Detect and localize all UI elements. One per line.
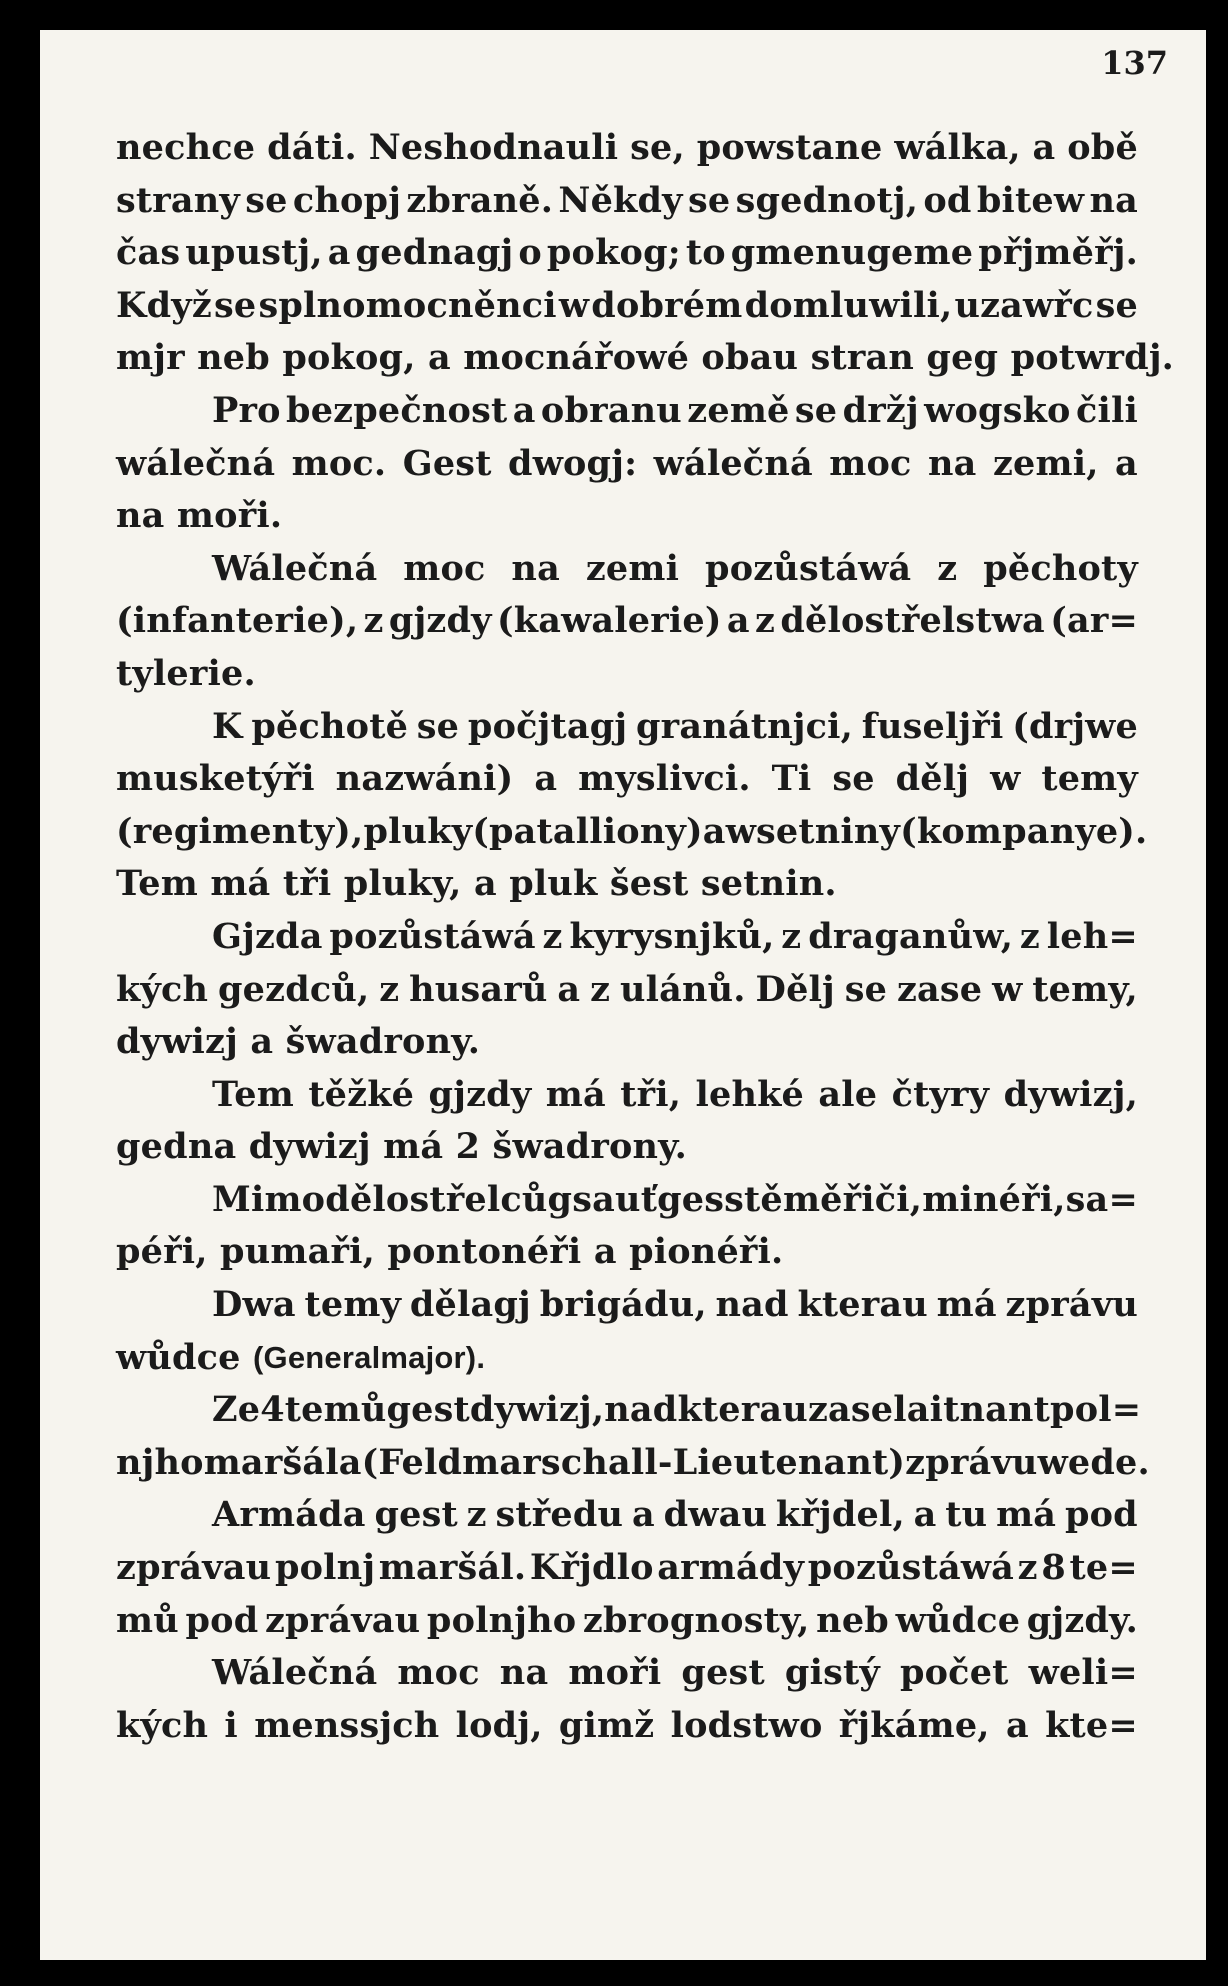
word: wálečná [653, 442, 813, 484]
text-line [116, 1332, 1138, 1385]
word: se [687, 179, 731, 221]
word: gest [681, 1652, 765, 1694]
text-line [116, 122, 1138, 175]
word: Mimo [212, 1178, 326, 1220]
word: ale [818, 1073, 878, 1115]
word: z [363, 600, 384, 642]
word: moc [403, 547, 486, 589]
text-line [116, 1069, 1138, 1122]
word: kte= [1045, 1704, 1138, 1746]
word: uzawřc [954, 284, 1094, 326]
word: (infanterie), [116, 600, 359, 642]
word: nad [604, 1389, 678, 1431]
word: se [1095, 284, 1138, 326]
word: Křjdlo [529, 1547, 654, 1589]
word: z [379, 968, 400, 1010]
text-line [116, 806, 1148, 859]
word: musketýři [116, 758, 315, 800]
word: šest [609, 863, 701, 905]
word: pluk [509, 863, 610, 905]
word: Wálečná [212, 1652, 378, 1694]
word: pontonéři [387, 1231, 594, 1273]
word: w [558, 284, 590, 326]
word: z [781, 915, 802, 957]
word: bitew [976, 179, 1085, 221]
text-line [116, 1542, 1138, 1595]
word: dělj [895, 758, 970, 800]
word: dobrém [591, 284, 743, 326]
word: na [499, 1652, 549, 1694]
word: pod [1064, 1494, 1138, 1536]
word: má [936, 1284, 997, 1326]
word: 8 [1041, 1547, 1066, 1589]
word: lodj, [455, 1704, 543, 1746]
word: a [1032, 127, 1056, 168]
word: šwadrony. [492, 1126, 688, 1168]
word: (kawalerie) [496, 600, 722, 642]
word: pumaři, [220, 1231, 388, 1273]
word: se, [630, 127, 685, 168]
word: kých [116, 968, 209, 1010]
word: Ti [771, 758, 812, 800]
word: menssjch [254, 1704, 440, 1746]
text-line [116, 1647, 1138, 1700]
word: weli= [1028, 1652, 1138, 1694]
text-line [116, 1384, 1142, 1437]
word: a [473, 863, 510, 905]
word: Armáda [212, 1494, 366, 1536]
word: gest [386, 1389, 470, 1431]
word: moc [829, 442, 912, 484]
word: Tem [212, 1073, 294, 1115]
word: obě [1067, 127, 1138, 168]
word: fuseljři [861, 705, 1004, 747]
word: zprávau [264, 1599, 421, 1641]
body-text [116, 122, 1175, 1752]
word: gsau [547, 1178, 641, 1220]
text-line [116, 1437, 1150, 1490]
word: země [687, 389, 790, 431]
text-line [116, 701, 1138, 754]
word: dělostřelců [325, 1178, 548, 1220]
text-line [116, 1700, 1138, 1753]
word: pěchotě [251, 705, 409, 747]
word: polnj [274, 1547, 376, 1589]
word: Pro [212, 389, 281, 431]
text-line [116, 332, 1175, 385]
word: přjměřj. [978, 232, 1138, 274]
word: obranu [540, 389, 682, 431]
word: gjzdy [428, 1073, 532, 1115]
word: se [416, 705, 460, 747]
word: dwogj: [508, 442, 638, 484]
word: dywizj, [1003, 1073, 1138, 1115]
word: temy, [1032, 968, 1138, 1010]
word: myslivci. [578, 758, 751, 800]
word: chopj [292, 179, 402, 221]
word: strany [116, 179, 240, 221]
word: zemi, [992, 442, 1099, 484]
word: wálečná [116, 442, 276, 484]
text-line [116, 1279, 1138, 1332]
word: pionéři. [629, 1231, 784, 1273]
text-line [116, 175, 1138, 228]
word: potwrdj. [1010, 337, 1175, 379]
word: zprávu [1005, 1284, 1138, 1326]
text-line [116, 858, 1138, 911]
word: sgednotj, [735, 179, 919, 221]
word: nad [715, 1284, 789, 1326]
text-line [116, 227, 1138, 280]
word: a [1115, 442, 1138, 484]
word: te= [1069, 1547, 1138, 1589]
word: geg [926, 337, 1011, 379]
word: (Generalmajor). [253, 1339, 486, 1375]
word: dywizj, [469, 1389, 605, 1431]
word: dywizj [248, 1126, 384, 1168]
word: gistý [784, 1652, 880, 1694]
word: 2 [455, 1126, 493, 1168]
word: Dwa [212, 1284, 296, 1326]
word: se [213, 284, 257, 326]
word: w [990, 758, 1021, 800]
word: lehké [695, 1073, 805, 1115]
word: mjr [116, 337, 198, 379]
word: se [245, 179, 288, 221]
page-number: 137 [1101, 44, 1168, 82]
word: a [726, 600, 750, 642]
word: wede. [1037, 1441, 1150, 1483]
word: dáti. [267, 127, 357, 168]
word: powstane [696, 127, 883, 168]
word: stran [810, 337, 927, 379]
word: pokog; [546, 232, 681, 274]
word: tři, [620, 1073, 682, 1115]
word: dělostřelstwa [780, 600, 1045, 642]
word: neb [816, 1599, 889, 1641]
book-page [40, 30, 1206, 1960]
word: na [928, 442, 977, 484]
word: kyrysnjků, [569, 915, 775, 957]
word: mocnářowé [463, 337, 702, 379]
word: gednagj [355, 232, 514, 274]
word: granátnjci, [636, 705, 853, 747]
word: leh= [1046, 915, 1138, 957]
word: zprávau [116, 1547, 272, 1589]
word: má [545, 1073, 606, 1115]
word: zase [807, 1389, 894, 1431]
word: má [996, 1494, 1057, 1536]
word: z [466, 1494, 487, 1536]
word: armády [657, 1547, 805, 1589]
word: počet [899, 1652, 1009, 1694]
text-line [116, 1226, 1138, 1279]
word: a [593, 1231, 630, 1273]
word: w [725, 810, 757, 852]
word: zase [896, 968, 983, 1010]
word: pozůstáwá [705, 547, 912, 589]
word: pluky, [343, 863, 474, 905]
word: dělagj [409, 1284, 531, 1326]
word: bezpečnost [286, 389, 508, 431]
text-line [116, 911, 1138, 964]
word: wálka, [894, 127, 1021, 168]
word: 4 [260, 1389, 285, 1431]
word: nazwáni) [335, 758, 514, 800]
word: polnjho [426, 1599, 577, 1641]
word: tylerie. [116, 652, 256, 694]
word: Neshodnauli [368, 127, 619, 168]
word: řjkáme, [838, 1704, 990, 1746]
word: zemi [585, 547, 680, 589]
word: domluwili, [744, 284, 953, 326]
word: a [327, 232, 351, 274]
word: (patalliony) [472, 810, 703, 852]
text-line [116, 280, 1138, 333]
word: setniny [756, 810, 901, 852]
word: moc [397, 1652, 480, 1694]
text-line [116, 1121, 1138, 1174]
word: tu [945, 1494, 988, 1536]
word: splnomocněnci [258, 284, 557, 326]
word: čtyry [891, 1073, 990, 1115]
word: pozůstáwá [807, 1547, 1015, 1589]
word: wůdce [116, 1336, 254, 1378]
word: čili [1075, 389, 1138, 431]
text-line [116, 1489, 1138, 1542]
word: moři [568, 1652, 662, 1694]
word: tři [282, 863, 344, 905]
word: mů [116, 1599, 179, 1641]
word: gest [374, 1494, 458, 1536]
word: wůdce [895, 1599, 1021, 1641]
text-line [116, 385, 1138, 438]
word: (ar= [1050, 600, 1138, 642]
word: se [794, 389, 838, 431]
word: pol= [1050, 1389, 1142, 1431]
word: Když [116, 284, 212, 326]
word: draganůw, [808, 915, 1014, 957]
word: gjzdy [388, 600, 492, 642]
word: nechce [116, 127, 256, 168]
word: temy [304, 1284, 402, 1326]
text-line [116, 595, 1138, 648]
word: pokog, [282, 337, 428, 379]
word: a [1005, 1704, 1029, 1746]
word: na [116, 495, 177, 537]
word: (regimenty), [116, 810, 364, 852]
word: počjtagj [467, 705, 628, 747]
word: kterau [797, 1284, 928, 1326]
word: na [1089, 179, 1138, 221]
text-line [116, 1174, 1138, 1227]
word: těžké [308, 1073, 415, 1115]
word: moři. [176, 495, 283, 537]
word: držj [842, 389, 919, 431]
word: z [590, 968, 611, 1010]
word: obau [701, 337, 811, 379]
text-line [116, 543, 1138, 596]
word: setnin. [700, 863, 837, 905]
word: Dělj [755, 968, 835, 1010]
word: od [923, 179, 972, 221]
word: kých [116, 1704, 209, 1746]
word: pluky [363, 810, 473, 852]
word: a [631, 1494, 655, 1536]
word: a [250, 1021, 286, 1063]
word: Gjzda [212, 915, 323, 957]
word: brigádu, [539, 1284, 707, 1326]
word: a [427, 337, 464, 379]
word: křjdel, [775, 1494, 905, 1536]
word: to [685, 232, 726, 274]
word: gimž [558, 1704, 655, 1746]
word: i [224, 1704, 238, 1746]
word: dwau [663, 1494, 768, 1536]
text-line [116, 964, 1138, 1017]
word: (kompanye). [900, 810, 1148, 852]
word: o [518, 232, 542, 274]
text-line [116, 1595, 1138, 1648]
word: z [1019, 915, 1040, 957]
word: K [212, 705, 243, 747]
word: njho [116, 1441, 204, 1483]
word: ť [640, 1178, 658, 1220]
word: Gest [402, 442, 492, 484]
word: Wálečná [212, 547, 378, 589]
word: gezdců, [217, 968, 370, 1010]
word: sa= [1065, 1178, 1138, 1220]
word: (Feldmarschall-Lieutenant) [361, 1441, 906, 1483]
word: ulánů. [619, 968, 746, 1010]
word: gjzdy. [1026, 1599, 1138, 1641]
word: se [832, 758, 875, 800]
word: Tem [116, 863, 211, 905]
word: zbraně. [406, 179, 554, 221]
word: a [702, 810, 726, 852]
text-line [116, 490, 1138, 543]
word: a [557, 968, 581, 1010]
word: se [844, 968, 888, 1010]
word: zprávu [905, 1441, 1038, 1483]
word: upustj, [185, 232, 323, 274]
word: středu [495, 1494, 624, 1536]
word: gesstě [657, 1178, 783, 1220]
word: má [383, 1126, 456, 1168]
word: gedna [116, 1126, 249, 1168]
word: kterau [677, 1389, 808, 1431]
word: lodstwo [670, 1704, 823, 1746]
word: husarů [409, 968, 548, 1010]
word: měřiči, [782, 1178, 923, 1220]
word: má [210, 863, 283, 905]
word: w [992, 968, 1023, 1010]
word: minéři, [922, 1178, 1066, 1220]
word: neb [197, 337, 283, 379]
word: moc. [291, 442, 387, 484]
word: (drjwe [1012, 705, 1138, 747]
word: šwadrony. [285, 1021, 481, 1063]
text-line [116, 1016, 1138, 1069]
word: gmenugeme [730, 232, 974, 274]
word: z [1017, 1547, 1038, 1589]
word: a [512, 389, 536, 431]
word: péři, [116, 1231, 221, 1273]
word: z [937, 547, 958, 589]
word: dywizj [116, 1021, 251, 1063]
word: čas [116, 232, 181, 274]
word: maršála [203, 1441, 362, 1483]
word: Ze [212, 1389, 261, 1431]
text-line [116, 438, 1138, 491]
word: Někdy [558, 179, 683, 221]
word: laitnant [893, 1389, 1051, 1431]
word: temů [284, 1389, 387, 1431]
word: pod [185, 1599, 259, 1641]
word: temy [1041, 758, 1138, 800]
word: a [534, 758, 558, 800]
word: wogsko [924, 389, 1071, 431]
word: na [511, 547, 560, 589]
word: pěchoty [983, 547, 1138, 589]
word: maršál. [378, 1547, 527, 1589]
word: z [755, 600, 776, 642]
text-line [116, 648, 1138, 701]
text-line [116, 753, 1138, 806]
word: a [913, 1494, 937, 1536]
word: zbrognosty, [582, 1599, 810, 1641]
word: z [542, 915, 563, 957]
word: pozůstáwá [329, 915, 536, 957]
